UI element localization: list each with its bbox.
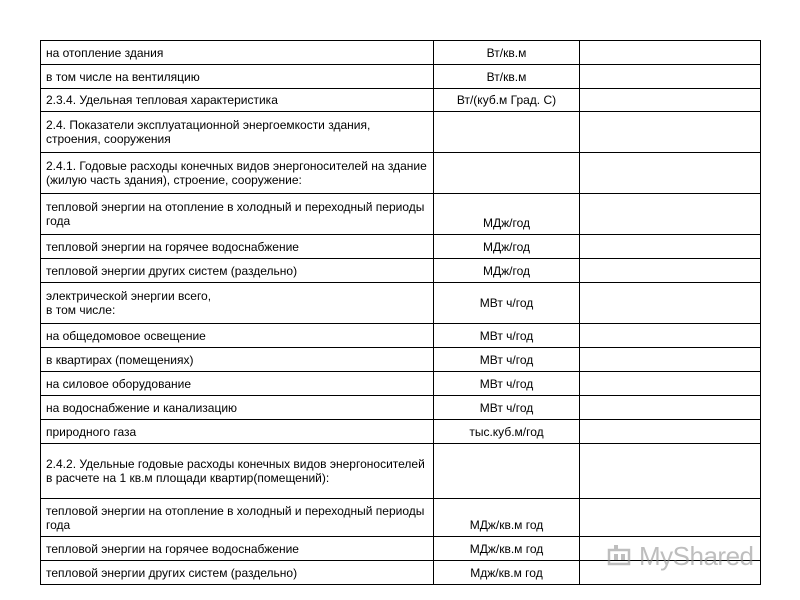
row-label: в квартирах (помещениях) [41,348,434,372]
row-label: 2.4. Показатели эксплуатационной энергоемкости здания, строения, сооружения [41,112,434,153]
row-label: на общедомовое освещение [41,324,434,348]
table-row [41,444,761,499]
value-cell [580,499,761,537]
watermark-logo [605,541,754,571]
value-cell [580,283,761,324]
table-row [41,396,761,420]
row-label: на отопление здания [41,41,434,65]
table-row [41,420,761,444]
table-row [41,283,761,324]
row-label: природного газа [41,420,434,444]
table-row [41,194,761,235]
row-unit: Мдж/кв.м год [434,561,580,585]
row-label: тепловой энергии на отопление в холодный и переходный периоды года [41,499,434,537]
value-cell [580,348,761,372]
value-cell [580,324,761,348]
row-label: тепловой энергии на горячее водоснабжение [41,235,434,259]
row-unit: МДж/год [434,259,580,283]
row-unit [434,444,580,499]
row-unit: Вт/(куб.м Град. С) [434,89,580,112]
row-label [41,283,434,324]
value-cell [580,41,761,65]
value-cell [580,153,761,194]
row-unit [434,112,580,153]
table-row [41,499,761,537]
watermark-icon [605,541,635,571]
table-row [41,65,761,89]
row-unit: МВт ч/год [434,372,580,396]
value-cell [580,112,761,153]
value-cell [580,372,761,396]
table-row [41,112,761,153]
row-label: тепловой энергии на горячее водоснабжение [41,537,434,561]
row-unit: МВт ч/год [434,324,580,348]
value-cell [580,65,761,89]
row-label: на водоснабжение и канализацию [41,396,434,420]
value-cell [580,396,761,420]
table-row [41,259,761,283]
value-cell [580,89,761,112]
row-unit: МДж/кв.м год [434,499,580,537]
row-label-text: электрической энергии всего, в том числе: [46,289,212,317]
row-label: на силовое оборудование [41,372,434,396]
watermark-text: MyShared [639,540,754,571]
row-label: 2.4.2. Удельные годовые расходы конечных видов энергоносителей в расчете на 1 кв.м площади квартир(помещений): [41,444,434,499]
table-row [41,348,761,372]
row-unit: МДж/кв.м год [434,537,580,561]
row-label: в том числе на вентиляцию [41,65,434,89]
row-label: тепловой энергии на отопление в холодный и переходный периоды года [41,194,434,235]
row-unit: МДж/год [434,235,580,259]
row-unit: Вт/кв.м [434,65,580,89]
row-label: 2.3.4. Удельная тепловая характеристика [41,89,434,112]
table-row [41,324,761,348]
value-cell [580,235,761,259]
row-unit: тыс.куб.м/год [434,420,580,444]
table-row [41,89,761,112]
table-row [41,235,761,259]
table-row [41,41,761,65]
row-unit: Вт/кв.м [434,41,580,65]
value-cell [580,420,761,444]
row-unit: МВт ч/год [434,348,580,372]
value-cell [580,444,761,499]
row-label: тепловой энергии других систем (раздельно) [41,259,434,283]
row-unit: МВт ч/год [434,396,580,420]
energy-indicators-table [40,40,761,585]
row-unit: МДж/год [434,194,580,235]
row-unit [434,153,580,194]
value-cell [580,259,761,283]
row-label: 2.4.1. Годовые расходы конечных видов энергоносителей на здание (жилую часть здания), строение, сооружение: [41,153,434,194]
row-unit: МВт ч/год [434,283,580,324]
row-label: тепловой энергии других систем (раздельно) [41,561,434,585]
table-row [41,372,761,396]
value-cell [580,194,761,235]
table-row [41,153,761,194]
table-body [41,41,761,585]
